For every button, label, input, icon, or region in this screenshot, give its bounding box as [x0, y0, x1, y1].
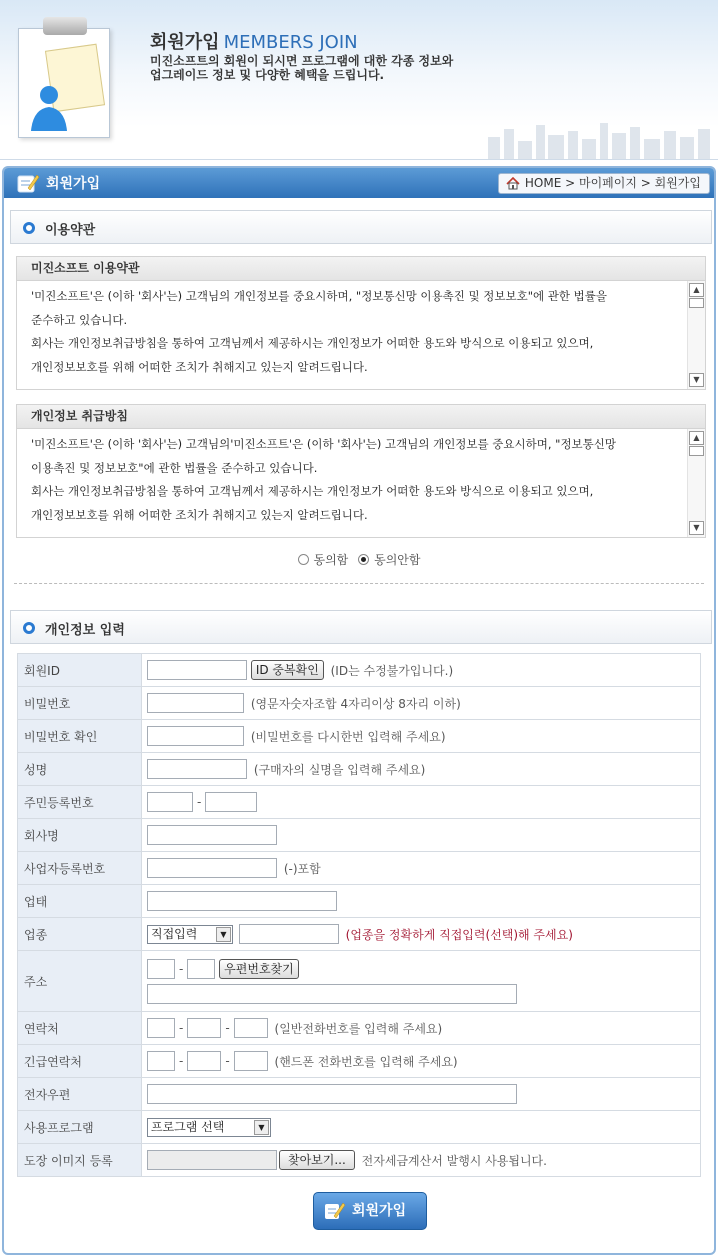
form-row-bizcat	[18, 918, 701, 951]
label-stamp: 도장 이미지 등록	[18, 1144, 142, 1177]
label-biztype: 업태	[18, 885, 142, 918]
form-row-phone	[18, 1012, 701, 1045]
section-divider	[14, 583, 704, 584]
password-input[interactable]	[147, 693, 244, 713]
name-input[interactable]	[147, 759, 247, 779]
panel-title: 회원가입	[46, 176, 101, 192]
city-skyline-decoration	[478, 119, 718, 159]
label-program: 사용프로그램	[18, 1111, 142, 1144]
disagree-option[interactable]	[358, 551, 420, 568]
scroll-up-icon[interactable]: ▲	[689, 431, 704, 445]
phone-2-input[interactable]	[187, 1018, 221, 1038]
page-banner	[0, 0, 718, 160]
address-input[interactable]	[147, 984, 517, 1004]
zip-front-input[interactable]	[147, 959, 175, 979]
banner-title-en: MEMBERS JOIN	[223, 32, 358, 53]
memo-pencil-icon	[16, 172, 40, 194]
label-password-confirm: 비밀번호 확인	[18, 720, 142, 753]
form-row-name	[18, 753, 701, 786]
mobile-3-input[interactable]	[234, 1051, 268, 1071]
mobile-separator: -	[179, 1054, 184, 1068]
program-select-value[interactable]: 프로그램 선택	[151, 1119, 225, 1134]
stamp-hint: 전자세금계산서 발행시 사용됩니다.	[361, 1153, 547, 1168]
label-phone: 연락처	[18, 1012, 142, 1045]
form-row-program	[18, 1111, 701, 1144]
bizcat-select-value[interactable]: 직접입력	[151, 926, 198, 941]
form-row-id	[18, 654, 701, 687]
radio-disagree[interactable]	[358, 554, 369, 565]
banner-desc-line2: 업그레이드 정보 및 다양한 혜택을 드립니다.	[150, 68, 385, 82]
signup-submit-label[interactable]: 회원가입	[352, 1203, 407, 1219]
company-input[interactable]	[147, 825, 277, 845]
label-email: 전자우편	[18, 1078, 142, 1111]
label-bizno: 사업자등록번호	[18, 852, 142, 885]
terms-box-service-header: 미진소프트 이용약관	[17, 257, 705, 281]
name-hint: (구매자의 실명을 입력해 주세요)	[253, 762, 426, 777]
zip-separator: -	[179, 961, 184, 976]
home-icon	[506, 177, 520, 190]
zip-back-input[interactable]	[187, 959, 215, 979]
bullet-icon	[23, 622, 35, 634]
form-row-password	[18, 687, 701, 720]
bizno-input[interactable]	[147, 858, 277, 878]
form-section-title: 개인정보 입력	[45, 623, 125, 638]
zip-search-button[interactable]: 우편번호찾기	[219, 959, 299, 979]
form-row-address	[18, 951, 701, 1012]
member-form-table	[17, 653, 701, 1177]
terms-box-privacy-header: 개인정보 취급방침	[17, 405, 705, 429]
memo-pencil-icon	[324, 1201, 346, 1221]
scroll-thumb[interactable]	[689, 446, 704, 456]
terms-box-privacy	[16, 404, 706, 538]
scroll-thumb[interactable]	[689, 298, 704, 308]
label-name: 성명	[18, 753, 142, 786]
terms-line: 개인정보보호를 위해 어떠한 조치가 취해지고 있는지 알려드립니다.	[31, 507, 368, 522]
biztype-input[interactable]	[147, 891, 337, 911]
scroll-up-icon[interactable]: ▲	[689, 283, 704, 297]
label-bizcat: 업종	[18, 918, 142, 951]
form-row-mobile	[18, 1045, 701, 1078]
program-select[interactable]	[147, 1118, 271, 1137]
terms-line: 개인정보보호를 위해 어떠한 조치가 취해지고 있는지 알려드립니다.	[31, 359, 368, 374]
banner-description	[150, 54, 453, 82]
terms-line: 이용촉진 및 정보보호"에 관한 법률을 준수하고 있습니다.	[31, 460, 318, 475]
bizcat-select[interactable]	[147, 925, 233, 944]
signup-panel	[2, 166, 716, 1255]
form-row-bizno	[18, 852, 701, 885]
disagree-label[interactable]: 동의안함	[374, 553, 421, 567]
bullet-icon	[23, 222, 35, 234]
id-hint: (ID는 수정불가입니다.)	[330, 663, 454, 678]
form-row-email	[18, 1078, 701, 1111]
select-arrow-icon[interactable]: ▼	[254, 1120, 269, 1135]
scroll-down-icon[interactable]: ▼	[689, 521, 704, 535]
terms-line: 준수하고 있습니다.	[31, 312, 128, 327]
terms-section-title: 이용약관	[45, 223, 96, 238]
terms-box-service-text[interactable]	[17, 281, 687, 389]
rrn-back-input[interactable]	[205, 792, 257, 812]
terms-scrollbar[interactable]	[687, 281, 705, 389]
phone-hint: (일반전화번호를 입력해 주세요)	[274, 1021, 443, 1036]
stamp-browse-button[interactable]: 찾아보기...	[279, 1150, 355, 1170]
form-row-password-confirm	[18, 720, 701, 753]
terms-line: 회사는 개인정보취급방침을 통하여 고객님께서 제공하시는 개인정보가 어떠한 용도와 방식으로 이용되고 있으며,	[31, 484, 594, 498]
banner-title	[150, 28, 358, 54]
label-id: 회원ID	[18, 654, 142, 687]
banner-desc-line1: 미진소프트의 회원이 되시면 프로그램에 대한 각종 정보와	[150, 54, 454, 68]
id-check-button[interactable]: ID 중복확인	[251, 660, 324, 680]
terms-line: 회사는 개인정보취급방침을 통하여 고객님께서 제공하시는 개인정보가 어떠한 용도와 방식으로 이용되고 있으며,	[31, 336, 594, 350]
terms-line: '미진소프트'은 (이하 '회사'는) 고객님의 개인정보를 중요시하며, "정보통신망 이용촉진 및 정보보호"에 관한 법률을	[31, 289, 607, 303]
password-hint: (영문자숫자조합 4자리이상 8자리 이하)	[250, 696, 461, 711]
banner-title-ko: 회원가입	[150, 32, 220, 53]
label-rrn: 주민등록번호	[18, 786, 142, 819]
email-input[interactable]	[147, 1084, 517, 1104]
phone-separator: -	[179, 1021, 184, 1035]
label-mobile: 긴급연락처	[18, 1045, 142, 1078]
form-section-header	[10, 610, 712, 644]
terms-section-header	[10, 210, 712, 244]
rrn-separator: -	[197, 795, 202, 809]
mobile-1-input[interactable]	[147, 1051, 175, 1071]
form-row-company	[18, 819, 701, 852]
form-row-stamp	[18, 1144, 701, 1177]
agree-label[interactable]: 동의함	[313, 553, 349, 567]
breadcrumb-text[interactable]: HOME > 마이페이지 > 회원가입	[524, 176, 701, 190]
signup-submit-button[interactable]	[313, 1192, 427, 1230]
label-company: 회사명	[18, 819, 142, 852]
rrn-front-input[interactable]	[147, 792, 193, 812]
password-confirm-input[interactable]	[147, 726, 244, 746]
scroll-down-icon[interactable]: ▼	[689, 373, 704, 387]
mobile-hint: (핸드폰 전화번호를 입력해 주세요)	[274, 1054, 458, 1069]
privacy-scrollbar[interactable]	[687, 429, 705, 537]
agree-option[interactable]	[298, 551, 349, 568]
terms-box-privacy-text[interactable]	[17, 429, 687, 537]
clipboard-user-icon	[18, 28, 110, 138]
id-input[interactable]	[147, 660, 247, 680]
stamp-file-input[interactable]	[147, 1150, 277, 1170]
panel-header	[4, 168, 714, 198]
agreement-radio-group	[4, 551, 714, 568]
mobile-separator: -	[225, 1054, 230, 1068]
radio-agree[interactable]	[298, 554, 309, 565]
phone-3-input[interactable]	[234, 1018, 268, 1038]
bizcat-input[interactable]	[239, 924, 339, 944]
bizcat-hint: (업종을 정확하게 직접입력(선택)해 주세요)	[345, 927, 573, 942]
select-arrow-icon[interactable]: ▼	[216, 927, 231, 942]
form-row-rrn	[18, 786, 701, 819]
phone-1-input[interactable]	[147, 1018, 175, 1038]
terms-line: '미진소프트'은 (이하 '회사'는) 고객님의'미진소프트'은 (이하 '회사'는) 고객님의 개인정보를 중요시하며, "정보통신망	[31, 437, 616, 451]
label-address: 주소	[18, 951, 142, 1012]
mobile-2-input[interactable]	[187, 1051, 221, 1071]
bizno-hint: (-)포함	[283, 861, 321, 876]
breadcrumb[interactable]	[498, 173, 710, 194]
phone-separator: -	[225, 1021, 230, 1035]
label-password: 비밀번호	[18, 687, 142, 720]
terms-box-service	[16, 256, 706, 390]
password-confirm-hint: (비밀번호를 다시한번 입력해 주세요)	[250, 729, 446, 744]
form-row-biztype	[18, 885, 701, 918]
